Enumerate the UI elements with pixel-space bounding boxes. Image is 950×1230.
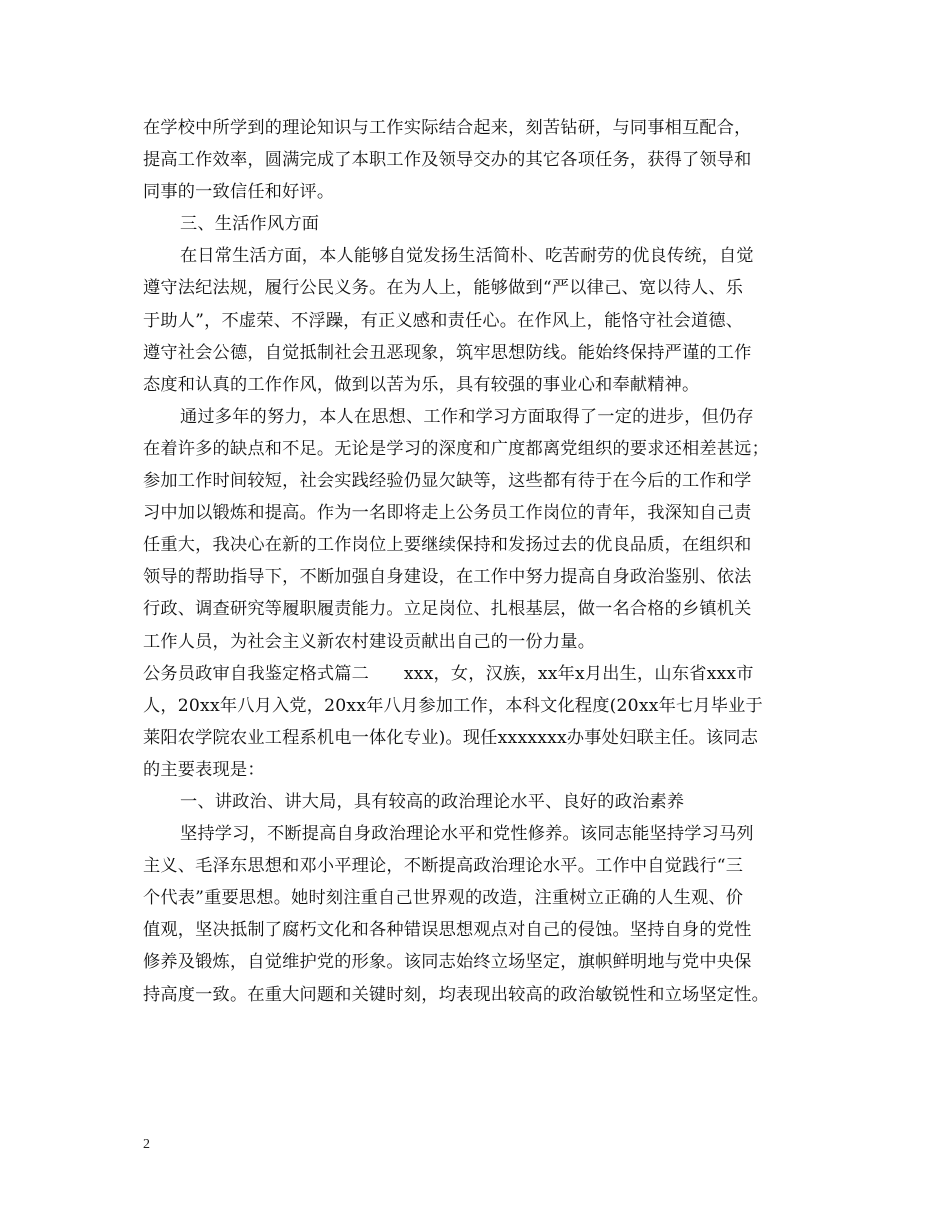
text-line: 于助人”，不虚荣、不浮躁，有正义感和责任心。在作风上，能恪守社会道德、 [143, 310, 744, 331]
text-line: 修养及锻炼，自觉维护党的形象。该同志始终立场坚定，旗帜鲜明地与党中央保 [143, 952, 752, 973]
section-heading: 三、生活作风方面 [180, 214, 320, 235]
text-line: 人，20xx年八月入党，20xx年八月参加工作，本科文化程度(20xx年七月毕业于 [143, 695, 763, 716]
text-line: 同事的一致信任和好评。 [143, 182, 335, 203]
text-line: 主义、毛泽东思想和邓小平理论，不断提高政治理论水平。工作中自觉践行“三 [143, 856, 744, 877]
body-text [143, 112, 833, 1011]
text-line: 通过多年的努力，本人在思想、工作和学习方面取得了一定的进步，但仍存 [180, 406, 754, 427]
text-line: 行政、调查研究等履职履责能力。立足岗位、扎根基层，做一名合格的乡镇机关 [143, 599, 752, 620]
text-line: 值观，坚决抵制了腐朽文化和各种错误思想观点对自己的侵蚀。坚持自身的党性 [143, 920, 752, 941]
section-heading: 一、讲政治、讲大局，具有较高的政治理论水平、良好的政治素养 [180, 791, 685, 812]
text-line: 在学校中所学到的理论知识与工作实际结合起来，刻苦钻研，与同事相互配合， [143, 118, 752, 138]
text-line: 持高度一致。在重大问题和关键时刻，均表现出较高的政治敏锐性和立场坚定性。 [143, 984, 769, 1005]
article-title-line: 公务员政审自我鉴定格式篇二 xxx，女，汉族，xx年x月出生，山东省xxx市 [143, 663, 754, 684]
text-line: 工作人员，为社会主义新农村建设贡献出自己的一份力量。 [143, 631, 596, 652]
page-number: 2 [143, 1137, 150, 1152]
text-line: 的主要表现是： [143, 759, 265, 780]
text-line: 遵守法纪法规，履行公民义务。在为人上，能够做到“严以律己、宽以待人、乐 [143, 278, 744, 299]
text-line: 态度和认真的工作作风，做到以苦为乐，具有较强的事业心和奉献精神。 [143, 374, 700, 395]
text-line: 习中加以锻炼和提高。作为一名即将走上公务员工作岗位的青年，我深知自己责 [143, 503, 752, 524]
text-line: 遵守社会公德，自觉抵制社会丑恶现象，筑牢思想防线。能始终保持严谨的工作 [143, 342, 752, 363]
text-line: 坚持学习，不断提高自身政治理论水平和党性修养。该同志能坚持学习马列 [180, 824, 754, 845]
text-line: 在日常生活方面，本人能够自觉发扬生活简朴、吃苦耐劳的优良传统，自觉 [180, 246, 754, 267]
text-line: 个代表”重要思想。她时刻注重自己世界观的改造，注重树立正确的人生观、价 [143, 888, 744, 909]
text-line: 领导的帮助指导下，不断加强自身建设，在工作中努力提高自身政治鉴别、依法 [143, 567, 752, 588]
text-line: 任重大，我决心在新的工作岗位上要继续保持和发扬过去的优良品质，在组织和 [143, 535, 752, 556]
text-line: 参加工作时间较短，社会实践经验仍显欠缺等，这些都有待于在今后的工作和学 [143, 471, 752, 492]
text-line: 提高工作效率，圆满完成了本职工作及领导交办的其它各项任务，获得了领导和 [143, 150, 752, 171]
text-line: 莱阳农学院农业工程系机电一体化专业)。现任xxxxxxx办事处妇联主任。该同志 [143, 727, 759, 748]
text-line: 在着许多的缺点和不足。无论是学习的深度和广度都离党组织的要求还相差甚远； [143, 438, 769, 459]
